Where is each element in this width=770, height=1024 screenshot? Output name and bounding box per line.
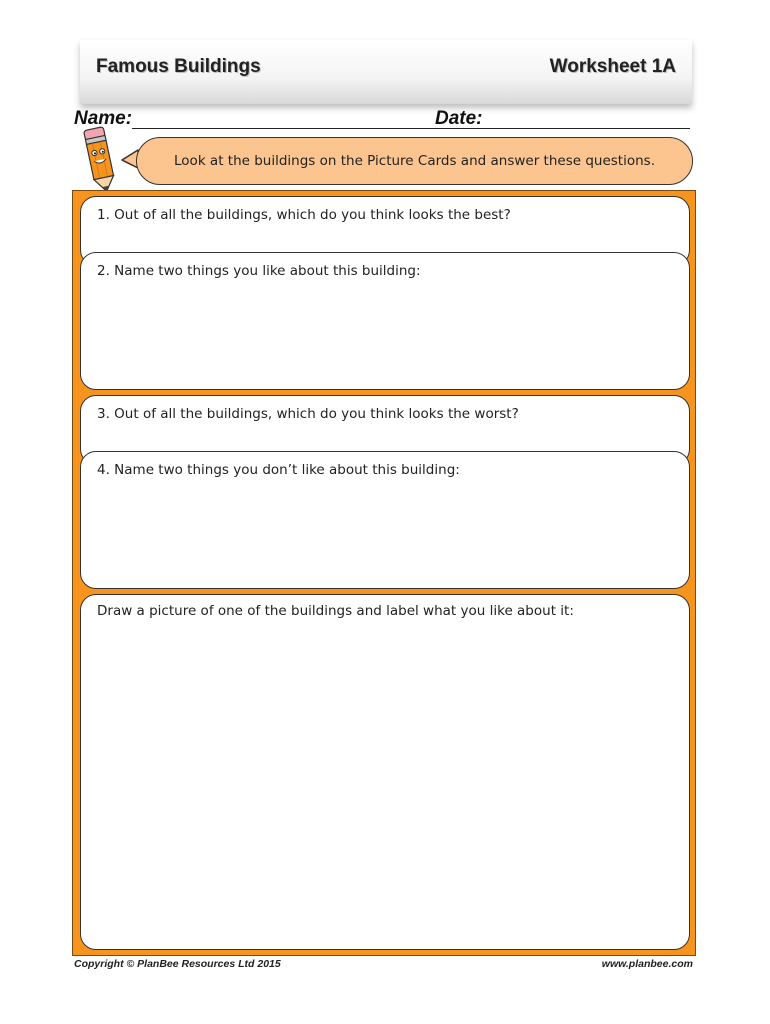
worksheet-title: Famous Buildings xyxy=(96,56,261,77)
date-label: Date: xyxy=(435,108,483,129)
question-1-text: 1. Out of all the buildings, which do you think looks the best? xyxy=(97,207,511,223)
name-label: Name: xyxy=(74,108,133,129)
pencil-mascot-icon xyxy=(76,124,124,196)
header-bar xyxy=(80,40,692,104)
copyright-text: Copyright © PlanBee Resources Ltd 2015 xyxy=(74,958,281,970)
question-2-box[interactable] xyxy=(80,252,690,390)
question-4-box[interactable] xyxy=(80,451,690,589)
question-4-text: 4. Name two things you don’t like about this building: xyxy=(97,462,460,478)
question-2-text: 2. Name two things you like about this building: xyxy=(97,263,421,279)
website-link[interactable]: www.planbee.com xyxy=(601,958,693,970)
date-field[interactable] xyxy=(482,128,690,129)
instruction-bubble xyxy=(136,137,693,185)
question-3-text: 3. Out of all the buildings, which do you think looks the worst? xyxy=(97,406,519,422)
worksheet-number: Worksheet 1A xyxy=(549,56,676,77)
drawing-prompt-text: Draw a picture of one of the buildings and label what you like about it: xyxy=(97,603,574,619)
drawing-box[interactable] xyxy=(80,594,690,950)
name-date-row xyxy=(74,106,692,134)
instruction-text: Look at the buildings on the Picture Cards and answer these questions. xyxy=(174,153,655,169)
